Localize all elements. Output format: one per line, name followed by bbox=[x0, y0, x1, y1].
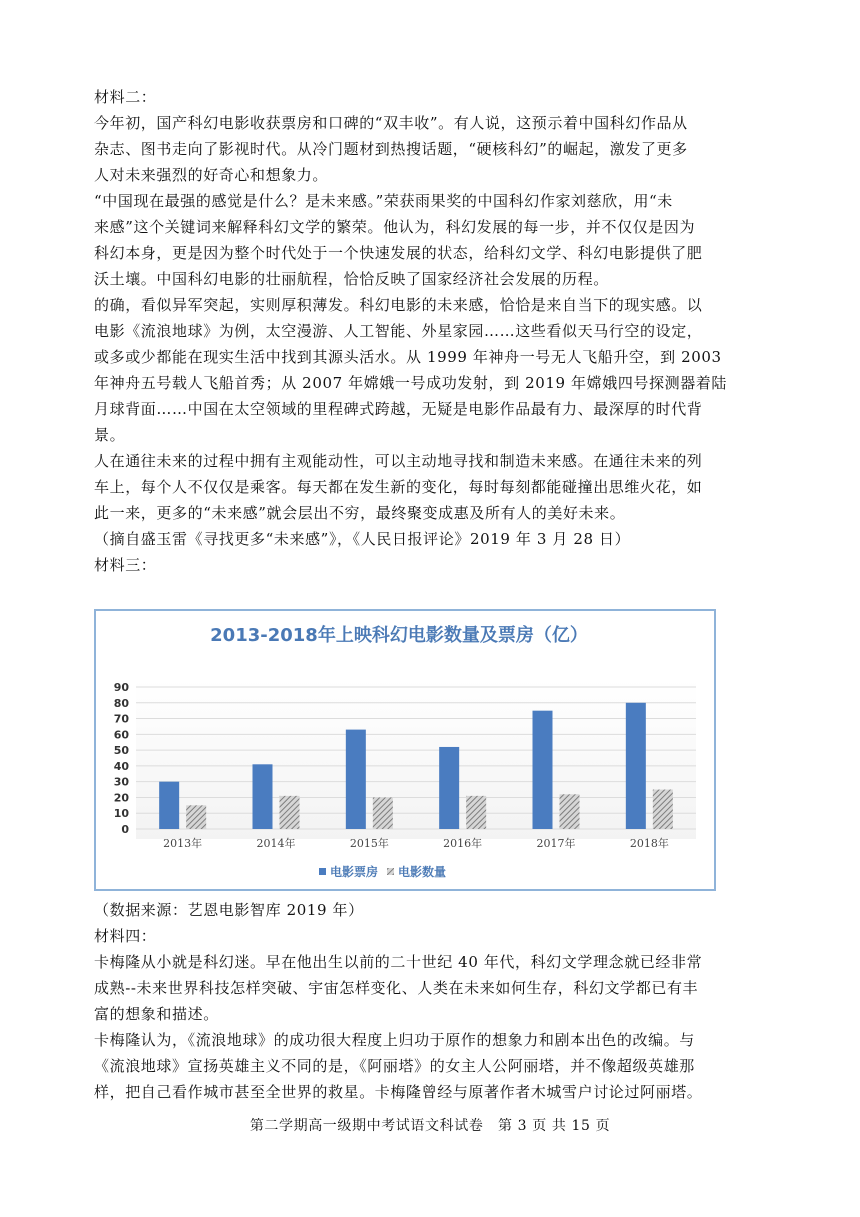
x-tick-label: 2016年 bbox=[443, 837, 483, 850]
material-3-heading: 材料三： bbox=[94, 556, 157, 574]
text-line: 今年初，国产科幻电影收获票房和口碑的“双丰收”。有人说，这预示着中国科幻作品从 bbox=[94, 114, 688, 132]
y-tick-label: 80 bbox=[113, 696, 129, 710]
text-line: 人对未来强烈的好奇心和想象力。 bbox=[94, 166, 329, 184]
bar-film-count bbox=[466, 796, 486, 829]
material-4-heading: 材料四： bbox=[94, 927, 157, 945]
y-tick-label: 20 bbox=[113, 791, 129, 805]
bar-box-office bbox=[533, 711, 553, 829]
text-line: 车上，每个人不仅仅是乘客。每天都在发生新的变化，每时每刻都能碰撞出思维火花，如 bbox=[94, 478, 703, 496]
text-line: 沃土壤。中国科幻电影的壮丽航程，恰恰反映了国家经济社会发展的历程。 bbox=[94, 270, 609, 288]
bar-film-count bbox=[373, 797, 393, 829]
x-tick-label: 2015年 bbox=[349, 837, 389, 850]
text-line: 卡梅隆认为，《流浪地球》的成功很大程度上归功于原作的想象力和剧本出色的改编。与 bbox=[94, 1031, 695, 1049]
y-tick-label: 40 bbox=[113, 759, 129, 773]
y-tick-label: 10 bbox=[113, 807, 129, 821]
bar-box-office bbox=[626, 703, 646, 829]
bar-film-count bbox=[280, 796, 300, 829]
bar-box-office bbox=[346, 730, 366, 829]
legend-label-count: 电影数量 bbox=[398, 865, 447, 879]
y-tick-label: 60 bbox=[113, 728, 129, 742]
text-line: 样，把自己看作城市甚至全世界的救星。卡梅隆曾经与原著作者木城雪户讨论过阿丽塔。 bbox=[94, 1083, 703, 1101]
text-line: 此一来，更多的“未来感”就会层出不穷，最终聚变成惠及所有人的美好未来。 bbox=[94, 504, 626, 522]
bar-box-office bbox=[253, 764, 273, 829]
material-2-text bbox=[94, 110, 774, 552]
text-line: 景。 bbox=[94, 426, 126, 444]
material-2-heading: 材料二： bbox=[94, 88, 157, 106]
y-tick-label: 70 bbox=[113, 712, 129, 726]
y-tick-label: 0 bbox=[121, 823, 129, 836]
y-axis bbox=[114, 681, 130, 836]
x-tick-label: 2014年 bbox=[256, 837, 296, 850]
legend-swatch-box-office bbox=[319, 868, 326, 875]
x-tick-label: 2017年 bbox=[536, 837, 576, 850]
y-tick-label: 50 bbox=[113, 744, 129, 758]
text-line: 年神舟五号载人飞船首秀；从 2007 年嫦娥一号成功发射，到 2019 年嫦娥四号探测器着陆 bbox=[94, 374, 728, 392]
text-line: 成熟--未来世界科技怎样突破、宇宙怎样变化、人类在未来如何生存，科幻文学都已有丰 bbox=[94, 979, 699, 997]
x-tick-label: 2013年 bbox=[163, 837, 203, 850]
chart-title: 2013-2018年上映科幻电影数量及票房（亿） bbox=[210, 625, 588, 646]
bar-box-office bbox=[159, 782, 179, 829]
text-line: 富的想象和描述。 bbox=[94, 1005, 219, 1023]
text-line: 科幻本身，更是因为整个时代处于一个快速发展的状态，给科幻文学、科幻电影提供了肥 bbox=[94, 244, 703, 262]
text-line: 人在通往未来的过程中拥有主观能动性，可以主动地寻找和制造未来感。在通往未来的列 bbox=[94, 452, 703, 470]
bar-film-count bbox=[560, 794, 580, 829]
x-tick-label: 2018年 bbox=[629, 837, 669, 850]
y-tick-label: 90 bbox=[113, 681, 129, 694]
text-line: 杂志、图书走向了影视时代。从冷门题材到热搜话题，“硬核科幻”的崛起，激发了更多 bbox=[94, 140, 688, 158]
bar-chart bbox=[94, 609, 716, 891]
text-line: 的确，看似异军突起，实则厚积薄发。科幻电影的未来感，恰恰是来自当下的现实感。以 bbox=[94, 296, 703, 314]
legend-swatch-count bbox=[387, 868, 394, 875]
legend-label-box-office: 电影票房 bbox=[330, 865, 379, 879]
text-line: 《流浪地球》宣扬英雄主义不同的是，《阿丽塔》的女主人公阿丽塔，并不像超级英雄那 bbox=[94, 1057, 695, 1075]
document-body bbox=[94, 84, 774, 578]
page-footer: 第二学期高一级期中考试语文科试卷 第 3 页 共 15 页 bbox=[249, 1118, 611, 1134]
text-line: 卡梅隆从小就是科幻迷。早在他出生以前的二十世纪 40 年代，科幻文学理念就已经非常 bbox=[94, 953, 703, 971]
text-line: 月球背面……中国在太空领域的里程碑式跨越，无疑是电影作品最有力、最深厚的时代背 bbox=[94, 400, 703, 418]
data-source-note: （数据来源：艺恩电影智库 2019 年） bbox=[94, 901, 364, 919]
text-line: 来感”这个关键词来解释科幻文学的繁荣。他认为，科幻发展的每一步，并不仅仅是因为 bbox=[94, 218, 696, 236]
chart-svg bbox=[96, 611, 714, 889]
y-tick-label: 30 bbox=[113, 775, 129, 789]
bar-box-office bbox=[439, 747, 459, 829]
citation-line: （摘自盛玉雷《寻找更多“未来感”》，《人民日报评论》2019 年 3 月 28 日） bbox=[94, 530, 631, 548]
legend bbox=[319, 864, 446, 879]
text-line: 或多或少都能在现实生活中找到其源头活水。从 1999 年神舟一号无人飞船升空，到 2003 bbox=[94, 348, 722, 366]
document-body-continued bbox=[94, 897, 774, 1105]
text-line: 电影《流浪地球》为例，太空漫游、人工智能、外星家园……这些看似天马行空的设定， bbox=[94, 322, 703, 340]
text-line: “中国现在最强的感觉是什么？是未来感。”荣获雨果奖的中国科幻作家刘慈欣，用“未 bbox=[94, 192, 673, 210]
bar-film-count bbox=[653, 790, 673, 829]
bar-film-count bbox=[186, 805, 206, 829]
